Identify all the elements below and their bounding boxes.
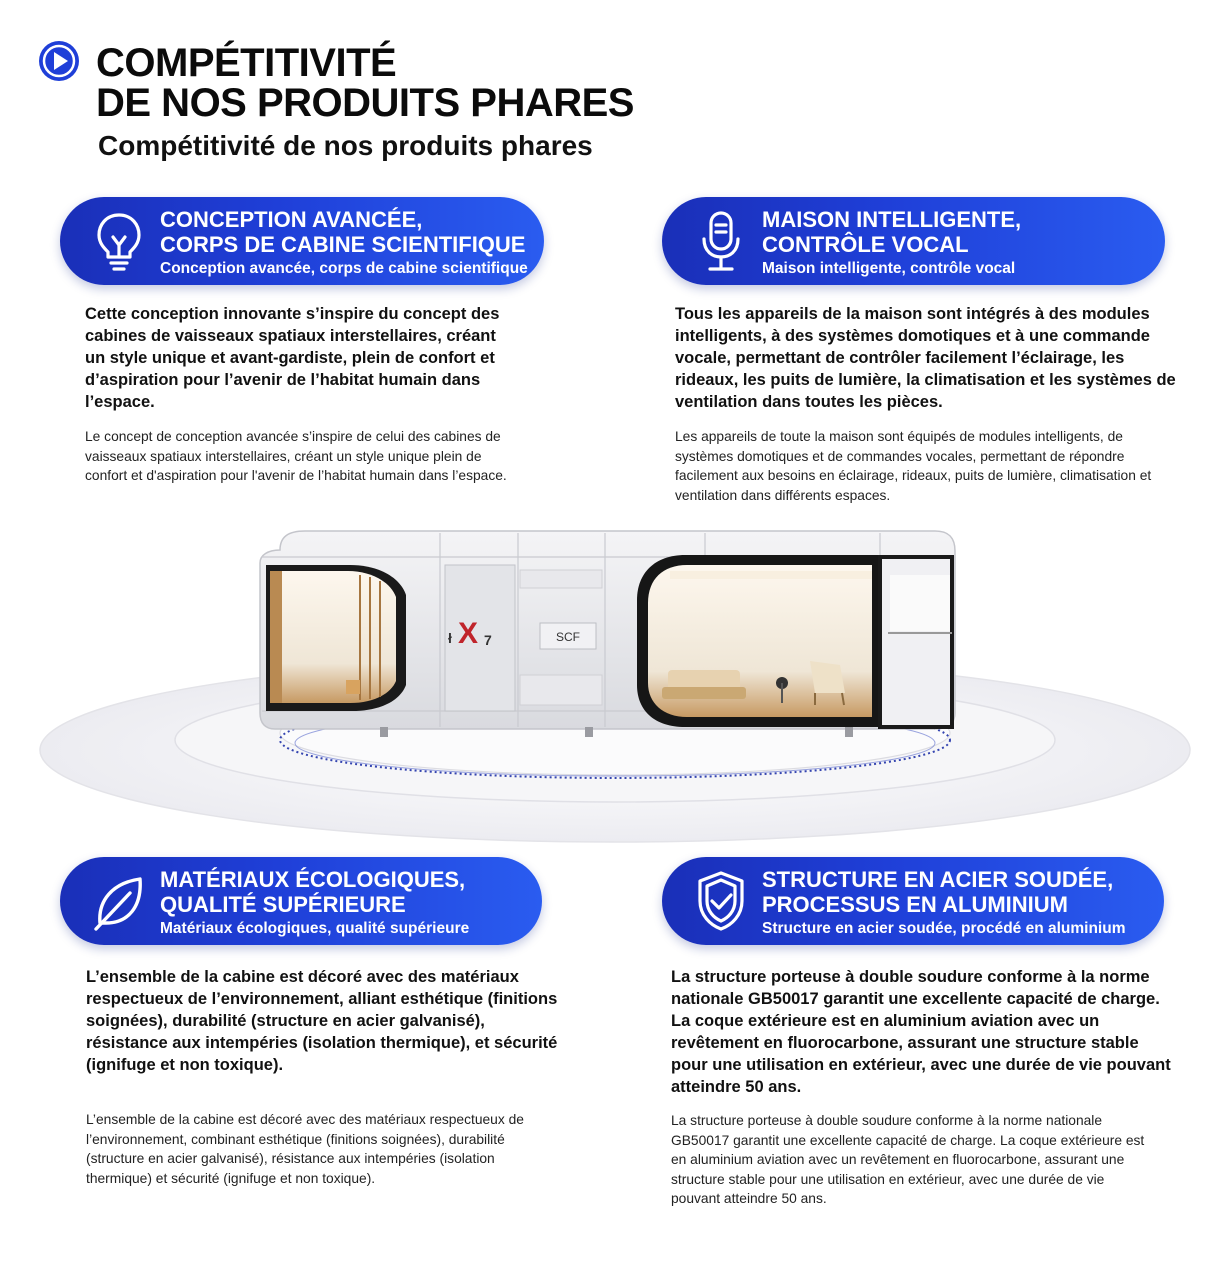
feature-pill-eco-materials xyxy=(60,857,542,945)
cabin-logo-number: 7 xyxy=(484,632,492,648)
feature-pill-design xyxy=(60,197,544,285)
leaf-icon xyxy=(86,867,152,935)
page-title-line1: COMPÉTITIVITÉ xyxy=(96,41,397,85)
cabin-badge-text: SCF xyxy=(556,630,580,644)
feature-bold-text-eco-materials: L’ensemble de la cabine est décoré avec des matériaux respectueux de l’environnement, alliant esthétique (finitions soignées), durabilité (structure en acier galvanisé), résistance aux intempéries (isolation thermique), et sécurité (ignifuge et non toxique). xyxy=(86,968,558,1074)
feature-title-line1: CONCEPTION AVANCÉE, xyxy=(160,207,423,232)
feature-title-line1: STRUCTURE EN ACIER SOUDÉE, xyxy=(762,867,1114,892)
lightbulb-icon xyxy=(86,207,152,275)
page-subtitle: Compétitivité de nos produits phares xyxy=(98,130,593,161)
feature-title-smart-home xyxy=(762,207,1021,257)
feature-light-text-eco-materials: L’ensemble de la cabine est décoré avec des matériaux respectueux de l’environnement, combinant esthétique (finitions soignées), durabilité (structure en acier galvanisé), résistance aux intempéries (isolation thermique) et sécurité (ignifuge et non toxique). xyxy=(86,1112,524,1186)
feature-subtitle-smart-home: Maison intelligente, contrôle vocal xyxy=(762,260,1016,277)
microphone-icon xyxy=(688,207,754,275)
feature-subtitle-design: Conception avancée, corps de cabine scientifique xyxy=(160,260,528,277)
feature-subtitle-eco-materials: Matériaux écologiques, qualité supérieure xyxy=(160,920,470,937)
feature-title-line1: MAISON INTELLIGENTE, xyxy=(762,207,1022,232)
play-circle-icon xyxy=(38,40,80,82)
feature-pill-steel-structure xyxy=(662,857,1164,945)
feature-light-text-smart-home: Les appareils de toute la maison sont équipés de modules intelligents, de systèmes domotiques et de commandes vocales, permettant de répondre facilement aux besoins en éclairage, rideaux, puits de lumière, climatisation et ventilation dans différents espaces. xyxy=(675,429,1152,503)
cabin-logo-letter: X xyxy=(458,617,479,650)
feature-title-eco-materials xyxy=(160,867,465,917)
feature-title-line2: CORPS DE CABINE SCIENTIFIQUE xyxy=(160,232,526,257)
feature-light-text-steel-structure: La structure porteuse à double soudure conforme à la norme nationale GB50017 garantit une excellente capacité de charge. La coque extérieure est en aluminium aviation avec un revêtement en fluorocarbone, assurant une structure stable pour une utilisation en extérieur, avec une durée de vie pouvant atteindre 50 ans. xyxy=(671,1113,1145,1206)
cabin-body xyxy=(260,531,955,737)
svg-text:ł: ł xyxy=(448,630,452,646)
feature-title-line2: PROCESSUS EN ALUMINIUM xyxy=(762,892,1068,917)
shield-check-icon xyxy=(688,867,754,935)
cabin-illustration xyxy=(30,515,1200,845)
feature-title-line2: QUALITÉ SUPÉRIEURE xyxy=(160,892,406,917)
feature-bold-text-smart-home: Tous les appareils de la maison sont intégrés à des modules intelligents, à des systèmes domotiques et à une commande vocale, permettant de contrôler facilement l’éclairage, les rideaux, les puits de lumière, la climatisation et les systèmes de ventilation dans toutes les pièces. xyxy=(675,305,1176,411)
feature-subtitle-steel-structure: Structure en acier soudée, procédé en aluminium xyxy=(762,920,1126,937)
feature-bold-text-design: Cette conception innovante s’inspire du concept des cabines de vaisseaux spatiaux interstellaires, créant un style unique et avant-gardiste, plein de confort et d’aspiration pour l’avenir de l’habitat humain dans l’espace. xyxy=(85,305,500,411)
feature-bold-text-steel-structure: La structure porteuse à double soudure conforme à la norme nationale GB50017 garantit une excellente capacité de charge. La coque extérieure est en aluminium aviation avec un revêtement en fluorocarbone, assurant une structure stable pour une utilisation en extérieur, avec une durée de vie pouvant atteindre 50 ans. xyxy=(671,968,1171,1096)
feature-title-line1: MATÉRIAUX ÉCOLOGIQUES, xyxy=(160,867,466,892)
feature-light-text-design: Le concept de conception avancée s’inspire de celui des cabines de vaisseaux spatiaux interstellaires, créant un style unique plein de confort et d'aspiration pour l'avenir de l’habitat humain dans l’espace. xyxy=(85,429,507,483)
feature-title-line2: CONTRÔLE VOCAL xyxy=(762,232,969,257)
feature-title-design xyxy=(160,207,525,257)
feature-title-steel-structure xyxy=(762,867,1113,917)
page-title-line2: DE NOS PRODUITS PHARES xyxy=(96,81,634,125)
feature-pill-smart-home xyxy=(662,197,1165,285)
